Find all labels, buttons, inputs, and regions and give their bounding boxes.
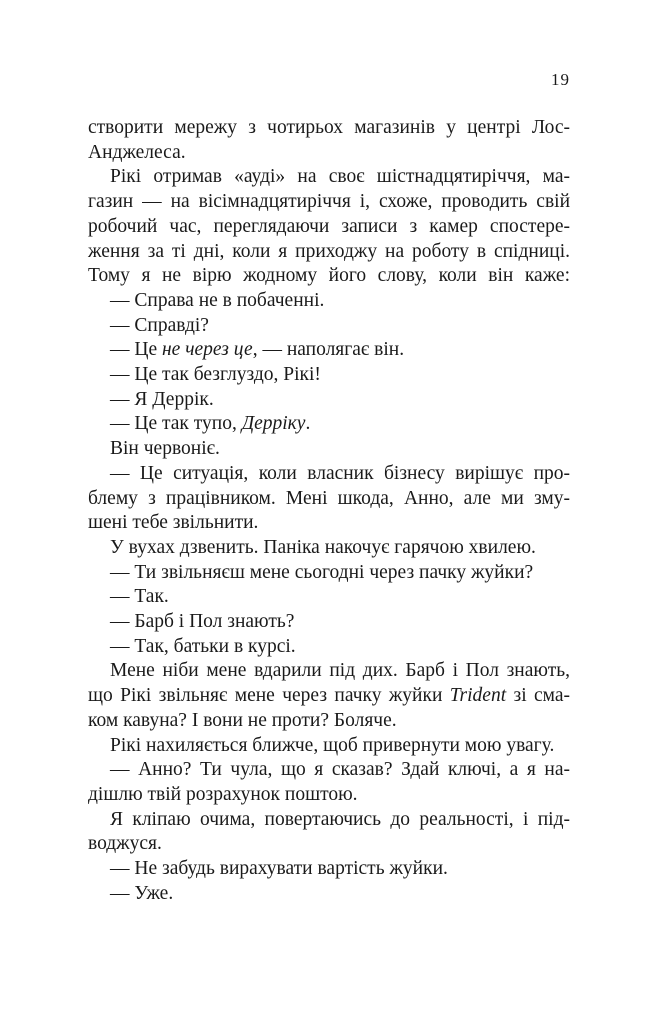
italic-segment: Деррiку	[241, 413, 306, 435]
text-line: ження за ті дні, коли я приходжу на роботу в спідниці.	[88, 240, 570, 262]
text-segment: .	[305, 413, 311, 435]
text-line: — Уже.	[110, 882, 174, 904]
text-line: шені тебе звільнити.	[88, 512, 259, 534]
text-line: Рікі отримав «ауді» на своє шістнадцятиріччя, ма-	[110, 166, 570, 188]
text-segment: , — наполягає він.	[252, 339, 405, 361]
text-line: Тому я не вірю жодному його слову, коли він каже:	[88, 265, 570, 287]
text-line	[88, 412, 570, 437]
text-line: — Не забудь вирахувати вартість жуйки.	[110, 858, 448, 880]
text-line: — Ти звільняєш мене сьогодні через пачку жуйки?	[110, 561, 534, 583]
text-line: ком кавуна? І вони не проти? Боляче.	[88, 709, 397, 731]
text-line: Мене ніби мене вдарили під дих. Барб і Пол знають,	[110, 660, 570, 682]
italic-segment: Trident	[449, 685, 507, 707]
text-segment: — Це	[110, 339, 162, 361]
text-line: — Це так безглуздо, Рікі!	[110, 364, 321, 386]
text-line: Анджелеса.	[88, 141, 186, 163]
text-line	[88, 684, 570, 709]
text-line	[88, 338, 570, 363]
text-line: — Справді?	[110, 314, 209, 336]
text-line: — Так.	[110, 586, 169, 608]
text-line: У вухах дзвенить. Паніка накочує гарячою хвилею.	[110, 536, 536, 558]
text-line: дішлю твій розрахунок поштою.	[88, 783, 358, 805]
text-line: — Це ситуація, коли власник бізнесу вирішує про-	[110, 462, 570, 484]
text-line: — Я Деррік.	[110, 388, 214, 410]
text-segment: що Рікі звільняє мене через пачку жуйки	[88, 685, 450, 707]
text-line: Він червоніє.	[110, 438, 220, 460]
text-line: — Справа не в побаченні.	[110, 289, 325, 311]
page-number: 19	[551, 70, 570, 89]
text-line: робочий час, переглядаючи записи з камер спостере-	[88, 215, 570, 237]
text-line: блему з працівником. Мені шкода, Анно, але ми зму-	[88, 487, 570, 509]
text-line: газин — на вісімнадцятиріччя і, схоже, проводить свій	[88, 191, 570, 213]
text-segment: — Це так тупо,	[110, 413, 242, 435]
text-line: — Анно? Ти чула, що я сказав? Здай ключі, а я на-	[110, 759, 570, 781]
text-line: Я кліпаю очима, повертаючись до реальності, і під-	[110, 808, 570, 830]
text-line: воджуся.	[88, 833, 162, 855]
text-line: Рікі нахиляється ближче, щоб привернути мою увагу.	[110, 734, 555, 756]
body-text	[88, 116, 570, 907]
text-line: створити мережу з чотирьох магазинів у центрі Лос-	[88, 117, 570, 138]
text-segment: зі сма-	[506, 685, 570, 707]
text-line: — Барб і Пол знають?	[110, 611, 295, 633]
text-line: — Так, батьки в курсі.	[110, 635, 296, 657]
italic-segment: не через це	[162, 339, 253, 361]
